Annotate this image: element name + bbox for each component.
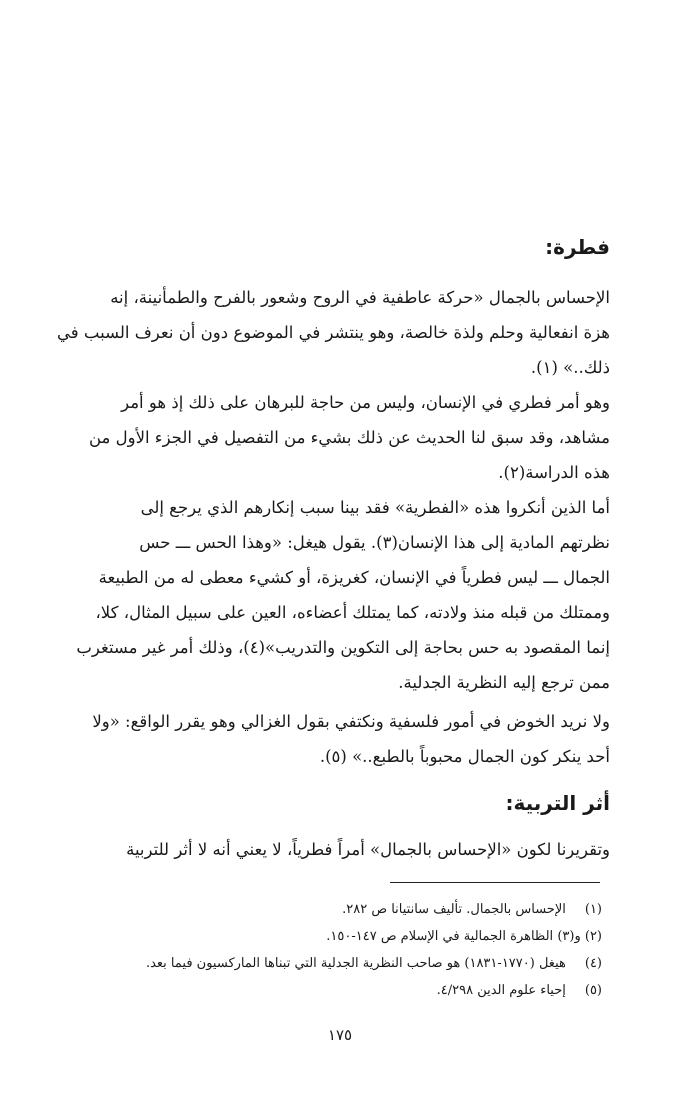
text-line: مشاهد، وقد سبق لنا الحديث عن ذلك بشيء من التفصيل في الجزء الأول من	[88, 428, 610, 447]
footnote-item	[82, 977, 602, 1004]
text-line: وهو أمر فطري في الإنسان، وليس من حاجة للبرهان على ذلك إذ هو أمر	[121, 393, 610, 412]
footnote-number: (٥)	[584, 983, 602, 998]
paragraph-5	[68, 832, 610, 867]
footnote-text: هيغل (١٧٧٠-١٨٣١) هو صاحب النظرية الجدلية التي تبناها الماركسيون فيما بعد.	[145, 956, 566, 971]
text-line: نظرتهم المادية إلى هذا الإنسان(٣). يقول هيغل: «وهذا الحس ـــ حس	[139, 533, 610, 552]
paragraph-2	[68, 385, 610, 490]
footnote-number: (٤)	[584, 956, 602, 971]
text-line: هذه الدراسة(٢).	[498, 463, 610, 482]
footnote-item	[82, 923, 602, 950]
footnote-number: (١)	[584, 902, 602, 917]
text-line: ولا نريد الخوض في أمور فلسفية ونكتفي بقول الغزالي وهو يقرر الواقع: «ولا	[92, 712, 610, 731]
text-line: أما الذين أنكروا هذه «الفطرية» فقد بينا سبب إنكارهم الذي يرجع إلى	[140, 498, 610, 517]
paragraph-4	[68, 704, 610, 774]
text-line: ممن ترجع إليه النظرية الجدلية.	[398, 673, 610, 692]
text-line: وممتلك من قبله منذ ولادته، كما يمتلك أعضاءه، العين على سبيل المثال، كلا،	[95, 603, 610, 622]
text-line: أحد ينكر كون الجمال محبوباً بالطبع..» (٥).	[319, 747, 610, 766]
page-number: ١٧٥	[327, 1026, 353, 1044]
footnote-text: إحياء علوم الدين ٤/٢٩٨.	[436, 983, 566, 998]
text-line: هزة انفعالية وحلم ولذة خالصة، وهو ينتشر في الموضوع دون أن نعرف السبب في	[57, 323, 610, 342]
paragraph-3	[68, 490, 610, 700]
footnote-text: الإحساس بالجمال. تأليف سانتيانا ص ٢٨٢.	[342, 902, 566, 917]
text-line: ذلك..» (١).	[530, 358, 610, 377]
footnote-number: (٢) و(٣)	[557, 929, 602, 944]
paragraph-1	[57, 280, 610, 385]
section-heading-tarbiya: أثر التربية:	[505, 791, 610, 815]
footnote-item	[82, 896, 602, 923]
text-line: الجمال ـــ ليس فطرياً في الإنسان، كغريزة، أو كشيء معطى له من الطبيعة	[98, 568, 610, 587]
footnotes	[82, 896, 602, 1004]
footnote-text: الظاهرة الجمالية في الإسلام ص ١٤٧-١٥٠.	[326, 929, 554, 944]
text-line: إنما المقصود به حس بحاجة إلى التكوين والتدريب»(٤)، وذلك أمر غير مستغرب	[76, 638, 610, 657]
footnote-item	[82, 950, 602, 977]
text-line: وتقريرنا لكون «الإحساس بالجمال» أمراً فطرياً، لا يعني أنه لا أثر للتربية	[126, 840, 610, 859]
footnote-divider	[390, 882, 600, 883]
text-line: الإحساس بالجمال «حركة عاطفية في الروح وشعور بالفرح والطمأنينة، إنه	[110, 288, 610, 307]
section-heading-fitra: فطرة:	[545, 235, 610, 259]
